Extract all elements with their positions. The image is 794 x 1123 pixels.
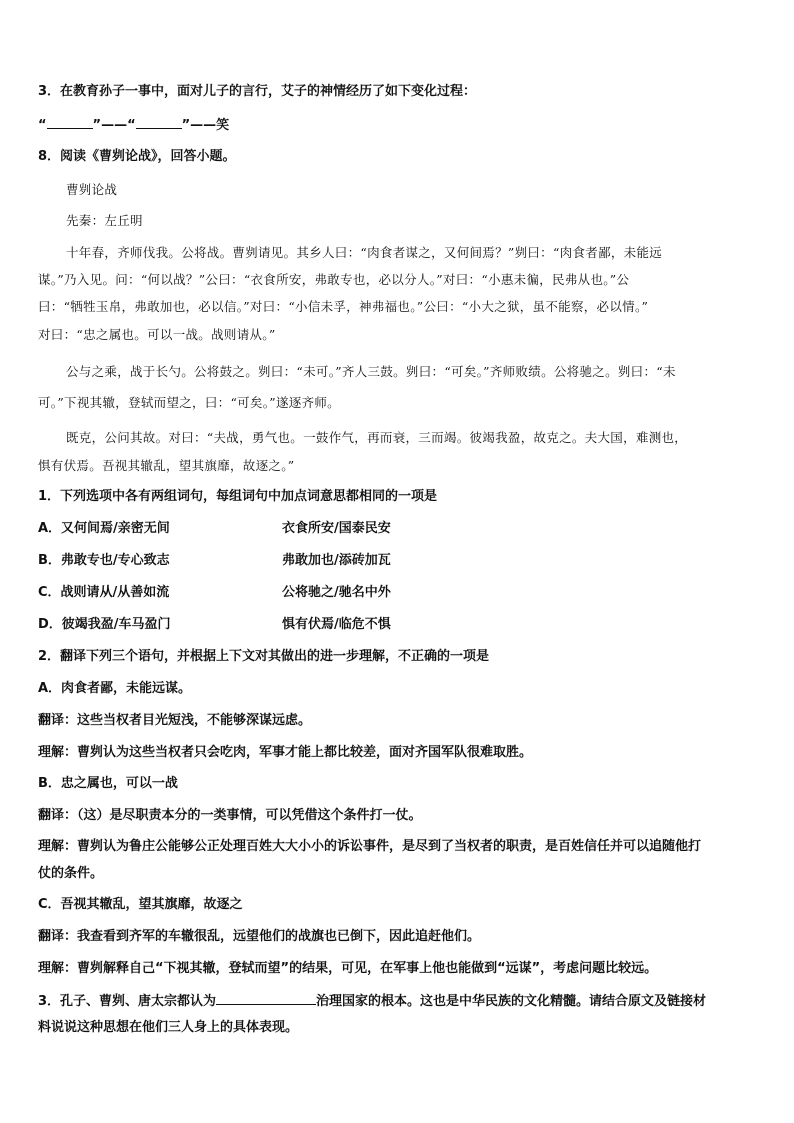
q1-option-b <box>38 552 391 570</box>
option-left: B．弗敢专也/专心致志 <box>38 553 170 568</box>
passage-line: 对曰：“忠之属也。可以一战。战则请从。” <box>38 327 276 342</box>
answer-blank[interactable] <box>216 992 316 1005</box>
q3-before-blank: 3．孔子、曹刿、唐太宗都认为 <box>38 994 217 1009</box>
q3-after-blank: 治理国家的根本。这也是中华民族的文化精髓。请结合原文及链接材 <box>316 994 707 1009</box>
option-right: 公将驰之/驰名中外 <box>282 585 391 600</box>
q2-a-translation: 翻译：这些当权者目光短浅，不能够深谋远虑。 <box>38 713 312 728</box>
chain-middle: ”——“ <box>92 118 136 133</box>
passage-line: 既克，公问其故。对曰：“夫战，勇气也。一鼓作气，再而衰，三而竭。彼竭我盈，故克之。夫大国，难测也， <box>66 430 688 445</box>
passage-line: 谋。”乃入见。问：“何以战？”公曰：“衣食所安，弗敢专也，必以分人。”对曰：“小惠未徧，民弗从也。”公 <box>38 272 630 287</box>
q2-b-understanding-cont: 仗的条件。 <box>38 866 104 881</box>
q3-top-chain <box>38 116 229 135</box>
q2-a-understanding: 理解：曹刿认为这些当权者只会吃肉，军事才能上都比较差，面对齐国军队很难取胜。 <box>38 745 533 760</box>
q1-option-c <box>38 584 391 602</box>
q2-b-sentence: B．忠之属也，可以一战 <box>38 776 178 791</box>
passage-title: 曹刿论战 <box>66 182 118 197</box>
q2-b-translation: 翻译：（这）是尽职责本分的一类事情，可以凭借这个条件打一仗。 <box>38 808 422 823</box>
blank-1[interactable] <box>47 116 93 129</box>
option-right: 惧有伏焉/临危不惧 <box>282 617 391 632</box>
option-left: A．又何间焉/亲密无间 <box>38 521 170 536</box>
chain-end: ”——笑 <box>181 118 230 133</box>
q1-stem: 1．下列选项中各有两组词句，每组词句中加点词意思都相同的一项是 <box>38 489 438 504</box>
q2-c-sentence: C．吾视其辙乱，望其旗靡，故逐之 <box>38 897 243 912</box>
passage-line: 曰：“牺牲玉帛，弗敢加也，必以信。”对曰：“小信未孚，神弗福也。”公曰：“小大之狱，虽不能察，必以情。” <box>38 299 649 314</box>
q3-top-stem: 3．在教育孙子一事中，面对儿子的言行，艾子的神情经历了如下变化过程： <box>38 84 477 99</box>
q1-option-d <box>38 616 391 634</box>
passage-line: 惧有伏焉。吾视其辙乱，望其旗靡，故逐之。” <box>38 458 295 473</box>
passage-line: 可。”下视其辙，登轼而望之，曰：“可矣。”遂逐齐师。 <box>38 395 340 410</box>
option-right: 弗敢加也/添砖加瓦 <box>282 553 391 568</box>
passage-author: 先秦：左丘明 <box>66 213 143 228</box>
chain-open-quote: “ <box>38 118 47 133</box>
q2-b-understanding: 理解：曹刿认为鲁庄公能够公正处理百姓大大小小的诉讼事件，是尽到了当权者的职责，是百姓信任并可以追随他打 <box>38 839 702 854</box>
q3-bottom-stem-cont: 料说说这种思想在他们三人身上的具体表现。 <box>38 1020 299 1035</box>
q3-bottom-stem <box>38 992 706 1011</box>
q2-c-understanding: 理解：曹刿解释自己“下视其辙，登轼而望”的结果，可见，在军事上他也能做到“远谋”，考虑问题比较远。 <box>38 961 658 976</box>
blank-2[interactable] <box>136 116 182 129</box>
option-right: 衣食所安/国泰民安 <box>282 521 391 536</box>
section-8-heading: 8．阅读《曹刿论战》，回答小题。 <box>38 149 236 164</box>
option-left: D．彼竭我盈/车马盈门 <box>38 617 171 632</box>
q1-option-a <box>38 520 391 538</box>
q2-a-sentence: A．肉食者鄙，未能远谋。 <box>38 681 192 696</box>
passage-line: 十年春，齐师伐我。公将战。曹刿请见。其乡人曰：“肉食者谋之，又何间焉？”刿曰：“肉食者鄙，未能远 <box>66 245 663 260</box>
q2-stem: 2．翻译下列三个语句，并根据上下文对其做出的进一步理解，不正确的一项是 <box>38 649 490 664</box>
passage-line: 公与之乘，战于长勺。公将鼓之。刿曰：“未可。”齐人三鼓。刿曰：“可矣。”齐师败绩。公将驰之。刿曰：“未 <box>66 364 676 379</box>
q2-c-translation: 翻译：我查看到齐军的车辙很乱，远望他们的战旗也已倒下，因此追赶他们。 <box>38 929 481 944</box>
option-left: C．战则请从/从善如流 <box>38 585 170 600</box>
